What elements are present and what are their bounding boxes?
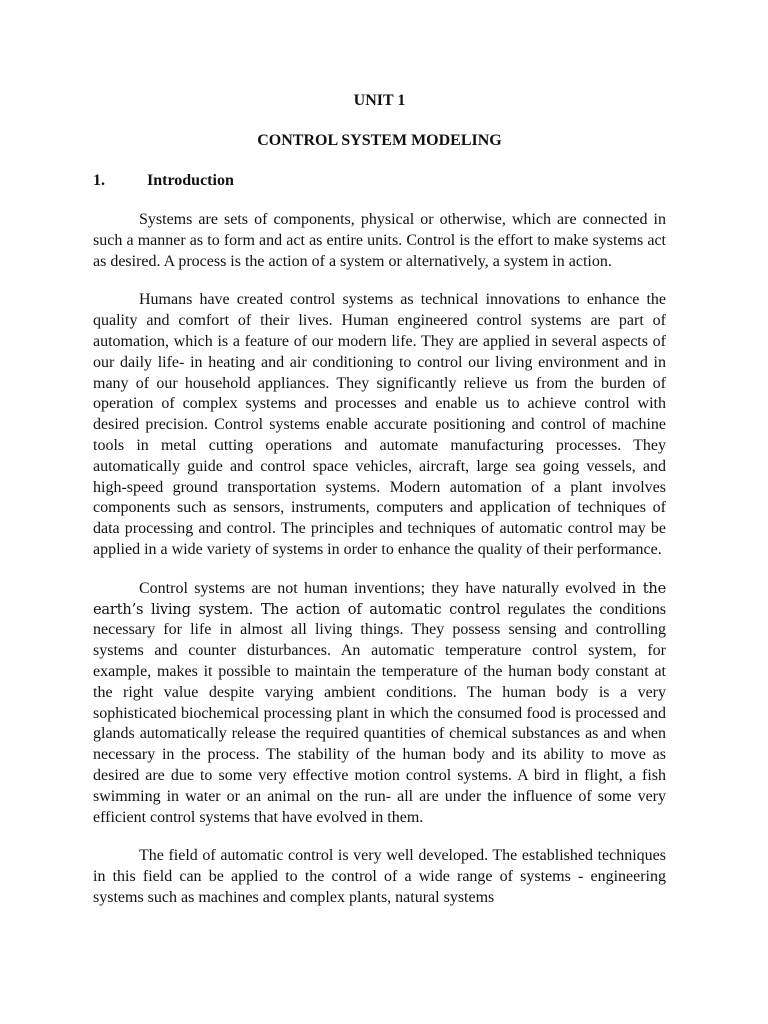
paragraph-3 bbox=[93, 579, 666, 829]
unit-title: UNIT 1 bbox=[353, 92, 406, 109]
paragraph-3-start: Control systems are not human inventions; they have naturally evolved bbox=[139, 579, 623, 597]
paragraph-3-end: regulates the conditions necessary for life in almost all living things. They possess sensing and controlling systems and counter disturbances. An automatic temperature control system, for example, makes it possible to maintain the temperature of the human body constant at the right value despite varying ambient conditions. The human body is a very sophisticated biochemical processing plant in which the consumed food is processed and glands automatically release the required quantities of chemical substances as and when necessary in the process. The stability of the human body and its ability to move as desired are due to some very effective motion control systems. A bird in flight, a fish swimming in water or an animal on the run- all are under the influence of some very efficient control systems that have evolved in them. bbox=[93, 600, 666, 826]
paragraph-2: Humans have created control systems as technical innovations to enhance the quality and comfort of their lives. Human engineered control systems are part of automation, which is a feature of our modern life. They are applied in several aspects of our daily life- in heating and air conditioning to control our living environment and in many of our household appliances. They significantly relieve us from the burden of operation of complex systems and processes and enable us to achieve control with desired precision. Control systems enable accurate positioning and control of machine tools in metal cutting operations and automate manufacturing processes. They automatically guide and control space vehicles, aircraft, large sea going vessels, and high-speed ground transportation systems. Modern automation of a plant involves components such as sensors, instruments, computers and application of techniques of data processing and control. The principles and techniques of automatic control may be applied in a wide variety of systems in order to enhance the quality of their performance. bbox=[93, 291, 666, 558]
section-number: 1. bbox=[93, 172, 105, 189]
section-title: Introduction bbox=[147, 172, 234, 189]
paragraph-3-emphasis: in the earth’s living system. The action of automatic control bbox=[93, 579, 666, 618]
section-heading bbox=[93, 171, 666, 195]
chapter-title: CONTROL SYSTEM MODELING bbox=[257, 132, 502, 149]
paragraph-1: Systems are sets of components, physical or otherwise, which are connected in such a manner as to form and act as entire units. Control is the effort to make systems act as desired. A process is the action of a system or alternatively, a system in action. bbox=[93, 211, 666, 270]
paragraph-4: The field of automatic control is very well developed. The established techniques in this field can be applied to the control of a wide range of systems - engineering systems such as machines and complex plants, natural systems bbox=[93, 847, 666, 906]
document-page bbox=[93, 91, 666, 909]
